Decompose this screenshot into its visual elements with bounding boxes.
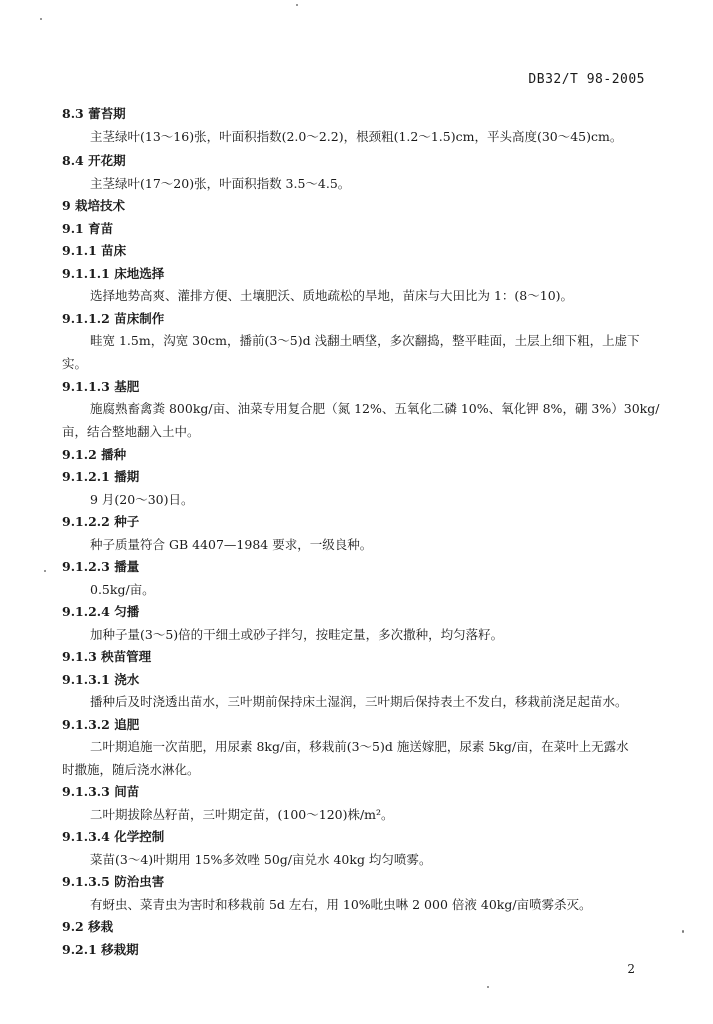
heading-8-4: 8.4 开花期 [62,153,126,168]
paragraph-text: 0.5kg/亩。 [90,582,155,597]
heading-9-1-3-5: 9.1.3.5 防治虫害 [62,874,165,889]
heading-9-1-2-1: 9.1.2.1 播期 [62,469,140,484]
heading-9-1-3-4: 9.1.3.4 化学控制 [62,829,165,844]
heading-9-1-2-3: 9.1.2.3 播量 [62,559,140,574]
heading-9-1-2: 9.1.2 播种 [62,447,127,462]
heading-9: 9 栽培技术 [62,198,126,213]
scan-speck [296,4,298,6]
paragraph-text: 播种后及时浇透出苗水，三叶期前保持床土湿润，三叶期后保持表土不发白，移栽前浇足起苗水。 [90,694,628,709]
scan-speck [487,986,489,988]
heading-8-3: 8.3 蕾苔期 [62,106,126,121]
page-number: 2 [627,962,635,976]
paragraph-text: 种子质量符合 GB 4407—1984 要求，一级良种。 [90,537,373,552]
paragraph-text: 实。 [62,356,88,371]
heading-9-1-1-3: 9.1.1.3 基肥 [62,379,140,394]
heading-9-1-2-2: 9.1.2.2 种子 [62,514,140,529]
paragraph-text: 二叶期拔除丛籽苗，三叶期定苗，(100～120)株/m²。 [90,807,394,822]
heading-9-1-2-4: 9.1.2.4 匀播 [62,604,140,619]
paragraph-text: 主茎绿叶(13～16)张，叶面积指数(2.0～2.2)，根颈粗(1.2～1.5)cm，平头高度(30～45)cm。 [90,129,623,144]
heading-9-1-1: 9.1.1 苗床 [62,243,127,258]
scan-speck [44,570,46,572]
paragraph-text: 菜苗(3～4)叶期用 15%多效唑 50g/亩兑水 40kg 均匀喷雾。 [90,852,432,867]
paragraph-text: 二叶期追施一次苗肥，用尿素 8kg/亩，移栽前(3～5)d 施送嫁肥，尿素 5kg/亩，在菜叶上无露水 [90,739,629,754]
standard-number: DB32/T 98-2005 [528,72,645,87]
paragraph-text: 9 月(20～30)日。 [90,492,194,507]
heading-9-1-3-1: 9.1.3.1 浇水 [62,672,140,687]
scan-speck [682,930,684,933]
paragraph-text: 畦宽 1.5m，沟宽 30cm，播前(3～5)d 浅翻土晒垡，多次翻捣，整平畦面，土层上细下粗，上虚下 [90,333,640,348]
paragraph-text: 加种子量(3～5)倍的干细土或砂子拌匀，按畦定量，多次撒种，均匀落籽。 [90,627,504,642]
paragraph-text: 选择地势高爽、灌排方便、土壤肥沃、质地疏松的旱地，苗床与大田比为 1：(8～10)。 [90,288,574,303]
heading-9-1-3-2: 9.1.3.2 追肥 [62,717,140,732]
heading-9-2-1: 9.2.1 移栽期 [62,942,139,957]
heading-9-1-3: 9.1.3 秧苗管理 [62,649,152,664]
paragraph-text: 有蚜虫、菜青虫为害时和移栽前 5d 左右，用 10%吡虫啉 2 000 倍液 40kg/亩喷雾杀灭。 [90,897,592,912]
heading-9-1-3-3: 9.1.3.3 间苗 [62,784,140,799]
paragraph-text: 时撒施，随后浇水淋化。 [62,762,200,777]
scan-speck [40,18,42,20]
heading-9-2: 9.2 移栽 [62,919,114,934]
paragraph-text: 亩，结合整地翻入土中。 [62,424,200,439]
heading-9-1-1-2: 9.1.1.2 苗床制作 [62,311,165,326]
heading-9-1-1-1: 9.1.1.1 床地选择 [62,266,165,281]
heading-9-1: 9.1 育苗 [62,221,114,236]
paragraph-text: 施腐熟畜禽粪 800kg/亩、油菜专用复合肥（氮 12%、五氧化二磷 10%、氧化钾 8%，硼 3%）30kg/ [90,401,660,416]
paragraph-text: 主茎绿叶(17～20)张，叶面积指数 3.5～4.5。 [90,176,351,191]
